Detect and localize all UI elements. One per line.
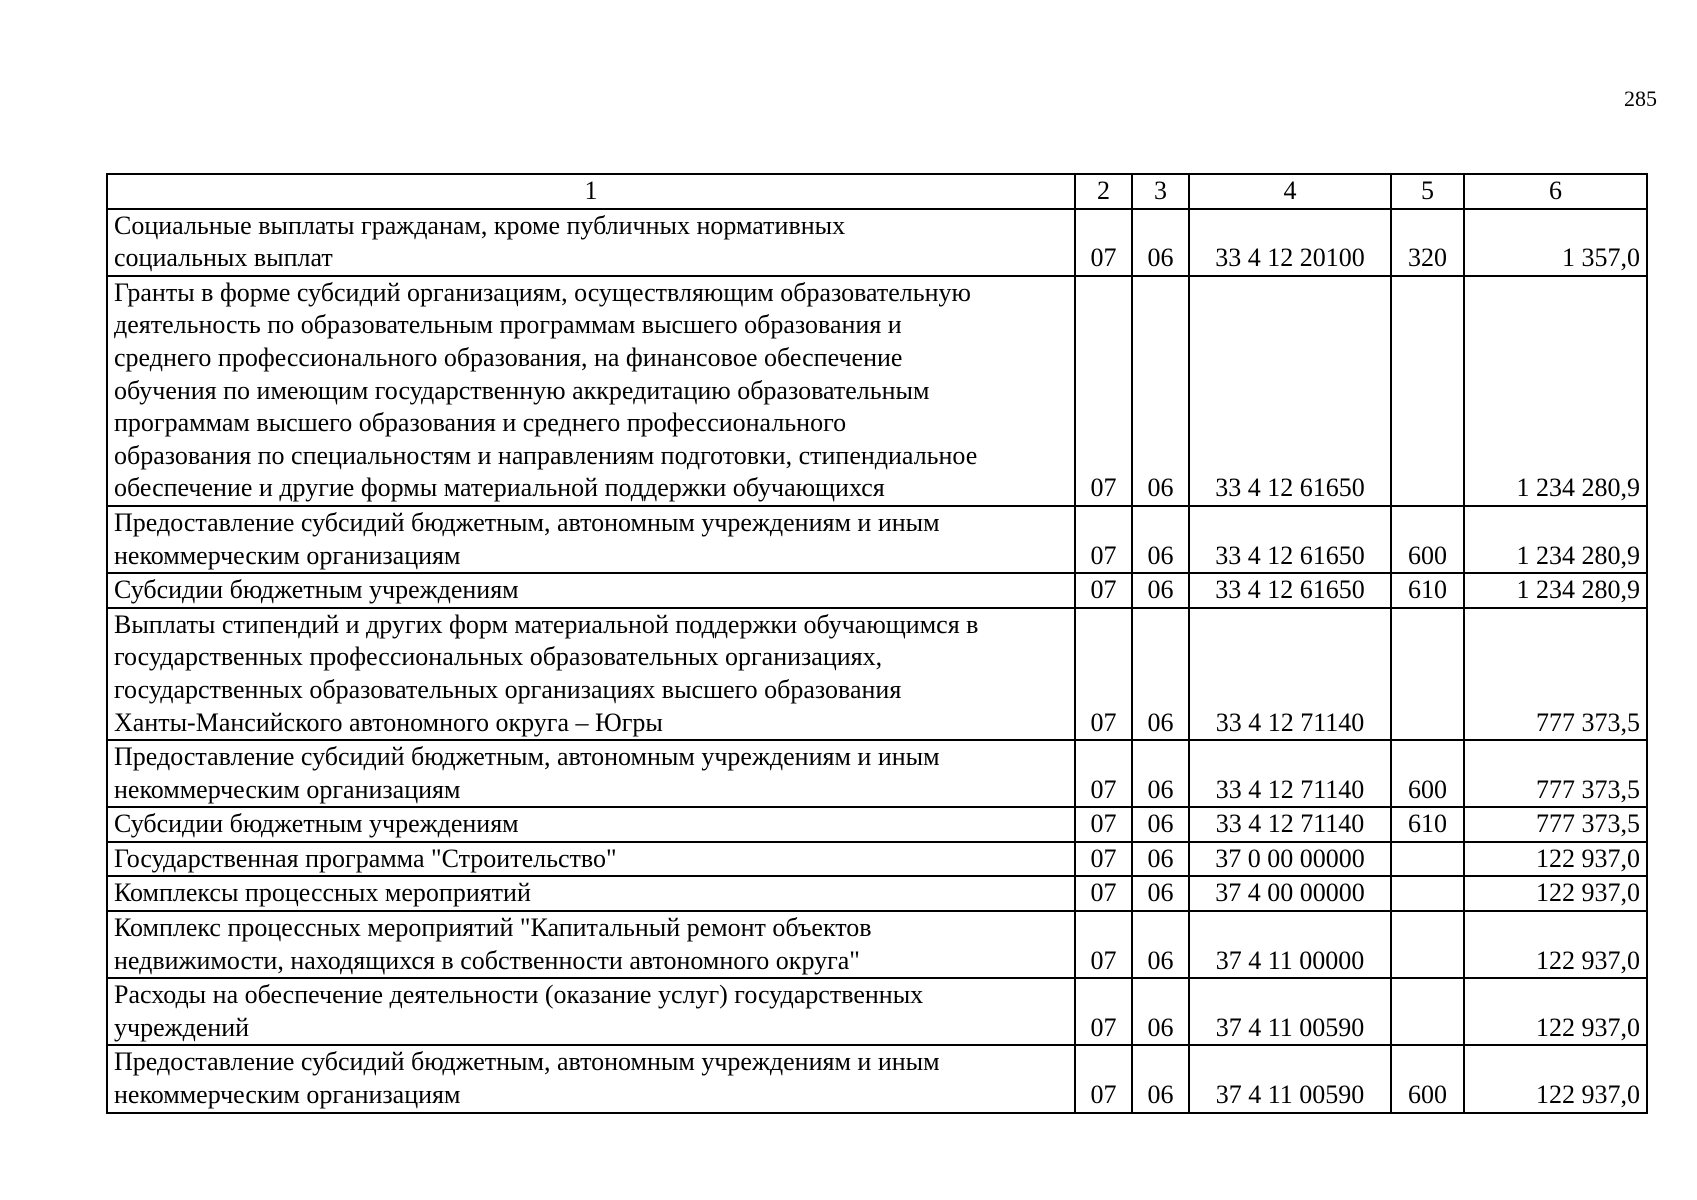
target-code-cell: 37 4 00 00000: [1189, 876, 1391, 911]
amount-cell: 122 937,0: [1464, 876, 1647, 911]
section-cell: 07: [1075, 842, 1132, 877]
target-code-cell: 33 4 12 71140: [1189, 608, 1391, 740]
subsection-cell: 06: [1132, 978, 1189, 1045]
header-col-6: 6: [1464, 174, 1647, 209]
description-cell: Предоставление субсидий бюджетным, автономным учреждениям и иным некоммерческим организациям: [107, 1045, 1075, 1112]
subsection-cell: 06: [1132, 1045, 1189, 1112]
table-row: [107, 911, 1647, 978]
table-row: [107, 807, 1647, 842]
subsection-cell: 06: [1132, 842, 1189, 877]
expense-type-cell: [1391, 876, 1464, 911]
section-cell: 07: [1075, 1045, 1132, 1112]
subsection-cell: 06: [1132, 807, 1189, 842]
description-cell: Субсидии бюджетным учреждениям: [107, 573, 1075, 608]
subsection-cell: 06: [1132, 911, 1189, 978]
description-cell: Комплексы процессных мероприятий: [107, 876, 1075, 911]
section-cell: 07: [1075, 506, 1132, 573]
target-code-cell: 33 4 12 61650: [1189, 573, 1391, 608]
section-cell: 07: [1075, 276, 1132, 506]
amount-cell: 1 357,0: [1464, 209, 1647, 276]
table-row: [107, 573, 1647, 608]
section-cell: 07: [1075, 978, 1132, 1045]
amount-cell: 122 937,0: [1464, 911, 1647, 978]
subsection-cell: 06: [1132, 506, 1189, 573]
header-col-4: 4: [1189, 174, 1391, 209]
table-row: [107, 1045, 1647, 1112]
target-code-cell: 33 4 12 20100: [1189, 209, 1391, 276]
description-cell: Предоставление субсидий бюджетным, автономным учреждениям и иным некоммерческим организациям: [107, 506, 1075, 573]
amount-cell: 122 937,0: [1464, 978, 1647, 1045]
section-cell: 07: [1075, 740, 1132, 807]
target-code-cell: 33 4 12 61650: [1189, 506, 1391, 573]
expense-type-cell: [1391, 276, 1464, 506]
expense-type-cell: 320: [1391, 209, 1464, 276]
amount-cell: 777 373,5: [1464, 740, 1647, 807]
expense-type-cell: 600: [1391, 740, 1464, 807]
description-cell: Комплекс процессных мероприятий "Капитальный ремонт объектов недвижимости, находящихся в собственности автономного округа": [107, 911, 1075, 978]
subsection-cell: 06: [1132, 573, 1189, 608]
target-code-cell: 37 0 00 00000: [1189, 842, 1391, 877]
target-code-cell: 37 4 11 00590: [1189, 978, 1391, 1045]
target-code-cell: 33 4 12 71140: [1189, 740, 1391, 807]
table-row: [107, 506, 1647, 573]
target-code-cell: 37 4 11 00590: [1189, 1045, 1391, 1112]
table-row: [107, 608, 1647, 740]
expense-type-cell: [1391, 842, 1464, 877]
description-cell: Предоставление субсидий бюджетным, автономным учреждениям и иным некоммерческим организациям: [107, 740, 1075, 807]
amount-cell: 777 373,5: [1464, 807, 1647, 842]
description-cell: Гранты в форме субсидий организациям, осуществляющим образовательную деятельность по образовательным программам высшего образования и среднего профессионального образования, на финансовое обеспечение обучения по имеющим государственную аккредитацию образовательным программам высшего образования и среднего профессионального образования по специальностям и направлениям подготовки, стипендиальное обеспечение и другие формы материальной поддержки обучающихся: [107, 276, 1075, 506]
target-code-cell: 37 4 11 00000: [1189, 911, 1391, 978]
expense-type-cell: [1391, 978, 1464, 1045]
amount-cell: 1 234 280,9: [1464, 573, 1647, 608]
subsection-cell: 06: [1132, 740, 1189, 807]
table-row: [107, 978, 1647, 1045]
subsection-cell: 06: [1132, 608, 1189, 740]
target-code-cell: 33 4 12 71140: [1189, 807, 1391, 842]
amount-cell: 1 234 280,9: [1464, 506, 1647, 573]
description-cell: Субсидии бюджетным учреждениям: [107, 807, 1075, 842]
table-row: [107, 876, 1647, 911]
expense-type-cell: 600: [1391, 506, 1464, 573]
amount-cell: 122 937,0: [1464, 1045, 1647, 1112]
header-col-3: 3: [1132, 174, 1189, 209]
expense-type-cell: [1391, 911, 1464, 978]
table-row: [107, 276, 1647, 506]
table-row: [107, 740, 1647, 807]
expense-type-cell: 600: [1391, 1045, 1464, 1112]
header-row: [107, 174, 1647, 209]
table-body: [107, 209, 1647, 1113]
description-cell: Выплаты стипендий и других форм материальной поддержки обучающимся в государственных профессиональных образовательных организациях, государственных образовательных организациях высшего образования Ханты-Мансийского автономного округа – Югры: [107, 608, 1075, 740]
expense-type-cell: [1391, 608, 1464, 740]
subsection-cell: 06: [1132, 276, 1189, 506]
table-row: [107, 209, 1647, 276]
budget-table: [106, 173, 1648, 1114]
amount-cell: 777 373,5: [1464, 608, 1647, 740]
section-cell: 07: [1075, 573, 1132, 608]
expense-type-cell: 610: [1391, 573, 1464, 608]
description-cell: Социальные выплаты гражданам, кроме публичных нормативных социальных выплат: [107, 209, 1075, 276]
section-cell: 07: [1075, 209, 1132, 276]
section-cell: 07: [1075, 807, 1132, 842]
expense-type-cell: 610: [1391, 807, 1464, 842]
target-code-cell: 33 4 12 61650: [1189, 276, 1391, 506]
amount-cell: 1 234 280,9: [1464, 276, 1647, 506]
section-cell: 07: [1075, 608, 1132, 740]
amount-cell: 122 937,0: [1464, 842, 1647, 877]
description-cell: Расходы на обеспечение деятельности (оказание услуг) государственных учреждений: [107, 978, 1075, 1045]
subsection-cell: 06: [1132, 876, 1189, 911]
table-row: [107, 842, 1647, 877]
description-cell: Государственная программа "Строительство": [107, 842, 1075, 877]
header-col-2: 2: [1075, 174, 1132, 209]
header-col-1: 1: [107, 174, 1075, 209]
section-cell: 07: [1075, 876, 1132, 911]
section-cell: 07: [1075, 911, 1132, 978]
page-number: 285: [1624, 86, 1657, 111]
header-col-5: 5: [1391, 174, 1464, 209]
subsection-cell: 06: [1132, 209, 1189, 276]
